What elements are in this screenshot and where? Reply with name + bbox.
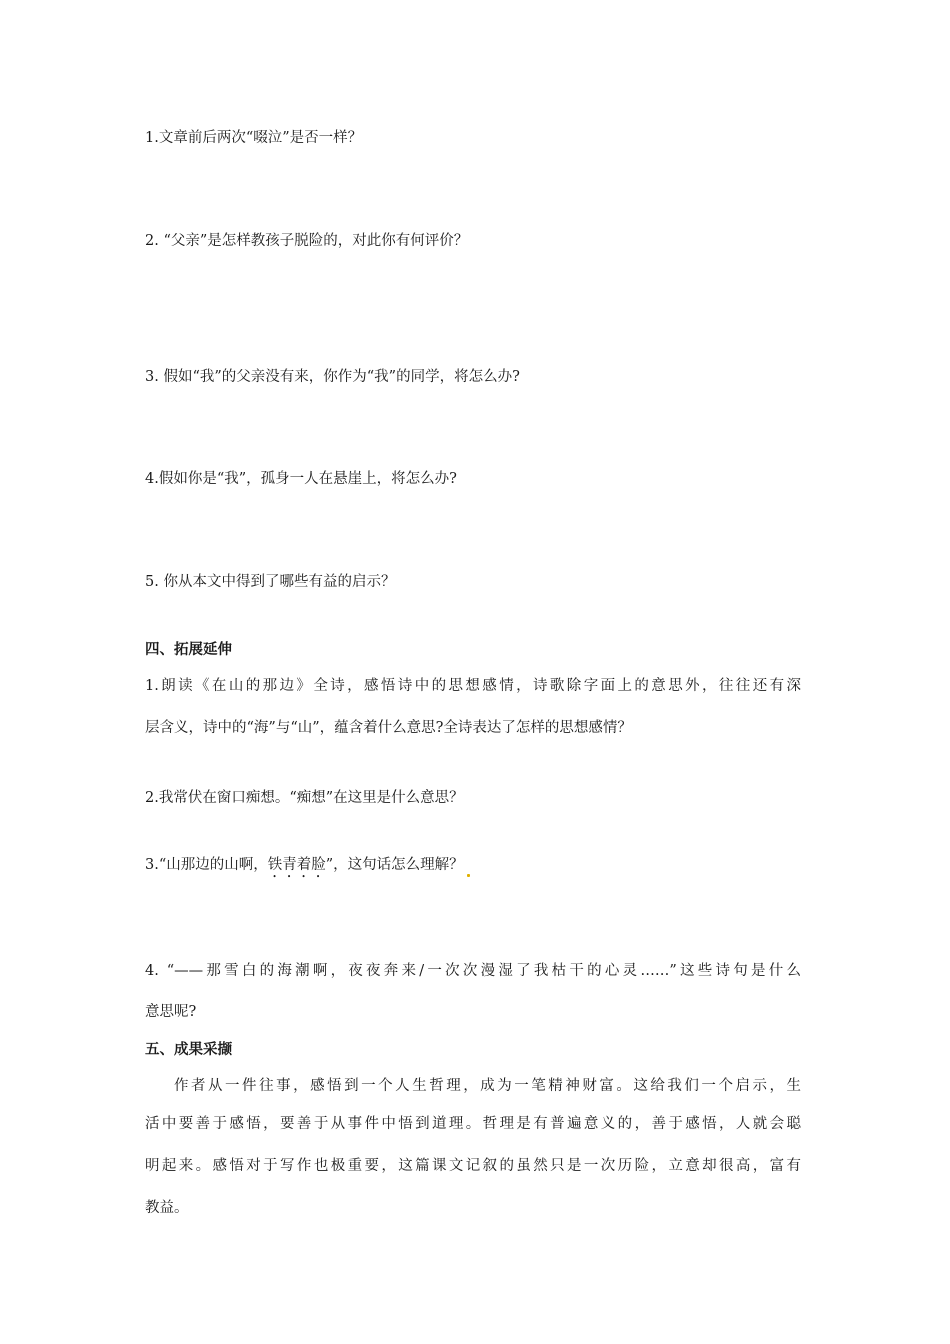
harvest-para-line1: 作者从一件往事，感悟到一个人生哲理，成为一笔精神财富。这给我们一个启示，生: [174, 1078, 801, 1094]
edit-mark: [467, 874, 470, 877]
question-1: 1.文章前后两次“啜泣”是否一样？: [145, 130, 363, 146]
extension-q3-emphasis: 铁青着脸: [267, 857, 326, 873]
section-heading-harvest: 五、成果采撷: [145, 1042, 232, 1058]
question-2: 2. “父亲”是怎样教孩子脱险的，对此你有何评价？: [145, 233, 469, 249]
harvest-para-line3: 明起来。感悟对于写作也极重要，这篇课文记叙的虽然只是一次历险，立意却很高，富有: [145, 1158, 801, 1174]
harvest-para-line4: 教益。: [145, 1200, 189, 1216]
extension-q1-line2: 层含义，诗中的“海”与“山”，蕴含着什么意思?全诗表达了怎样的思想感情？: [145, 720, 632, 736]
section-heading-extension: 四、拓展延伸: [145, 642, 232, 658]
question-3: 3. 假如“我”的父亲没有来，你作为“我”的同学，将怎么办?: [145, 369, 520, 385]
extension-q3-prefix: 3.“山那边的山啊，: [145, 857, 268, 873]
question-5: 5. 你从本文中得到了哪些有益的启示？: [145, 574, 396, 590]
extension-q4-line1: 4. “——那雪白的海潮啊，夜夜奔来/一次次漫湿了我枯干的心灵……”这些诗句是什么: [145, 963, 801, 979]
extension-q1-line1: 1.朗读《在山的那边》全诗，感悟诗中的思想感情，诗歌除字面上的意思外，往往还有深: [145, 678, 801, 694]
extension-q4-line2: 意思呢?: [145, 1004, 197, 1020]
extension-q3: [145, 855, 470, 881]
extension-q3-suffix: ”，这句话怎么理解？: [325, 857, 464, 873]
extension-q2: 2.我常伏在窗口痴想。“痴想”在这里是什么意思？: [145, 790, 464, 806]
question-4: 4.假如你是“我”，孤身一人在悬崖上，将怎么办?: [145, 471, 457, 487]
harvest-para-line2: 活中要善于感悟，要善于从事件中悟到道理。哲理是有普遍意义的，善于感悟，人就会聪: [145, 1116, 801, 1132]
